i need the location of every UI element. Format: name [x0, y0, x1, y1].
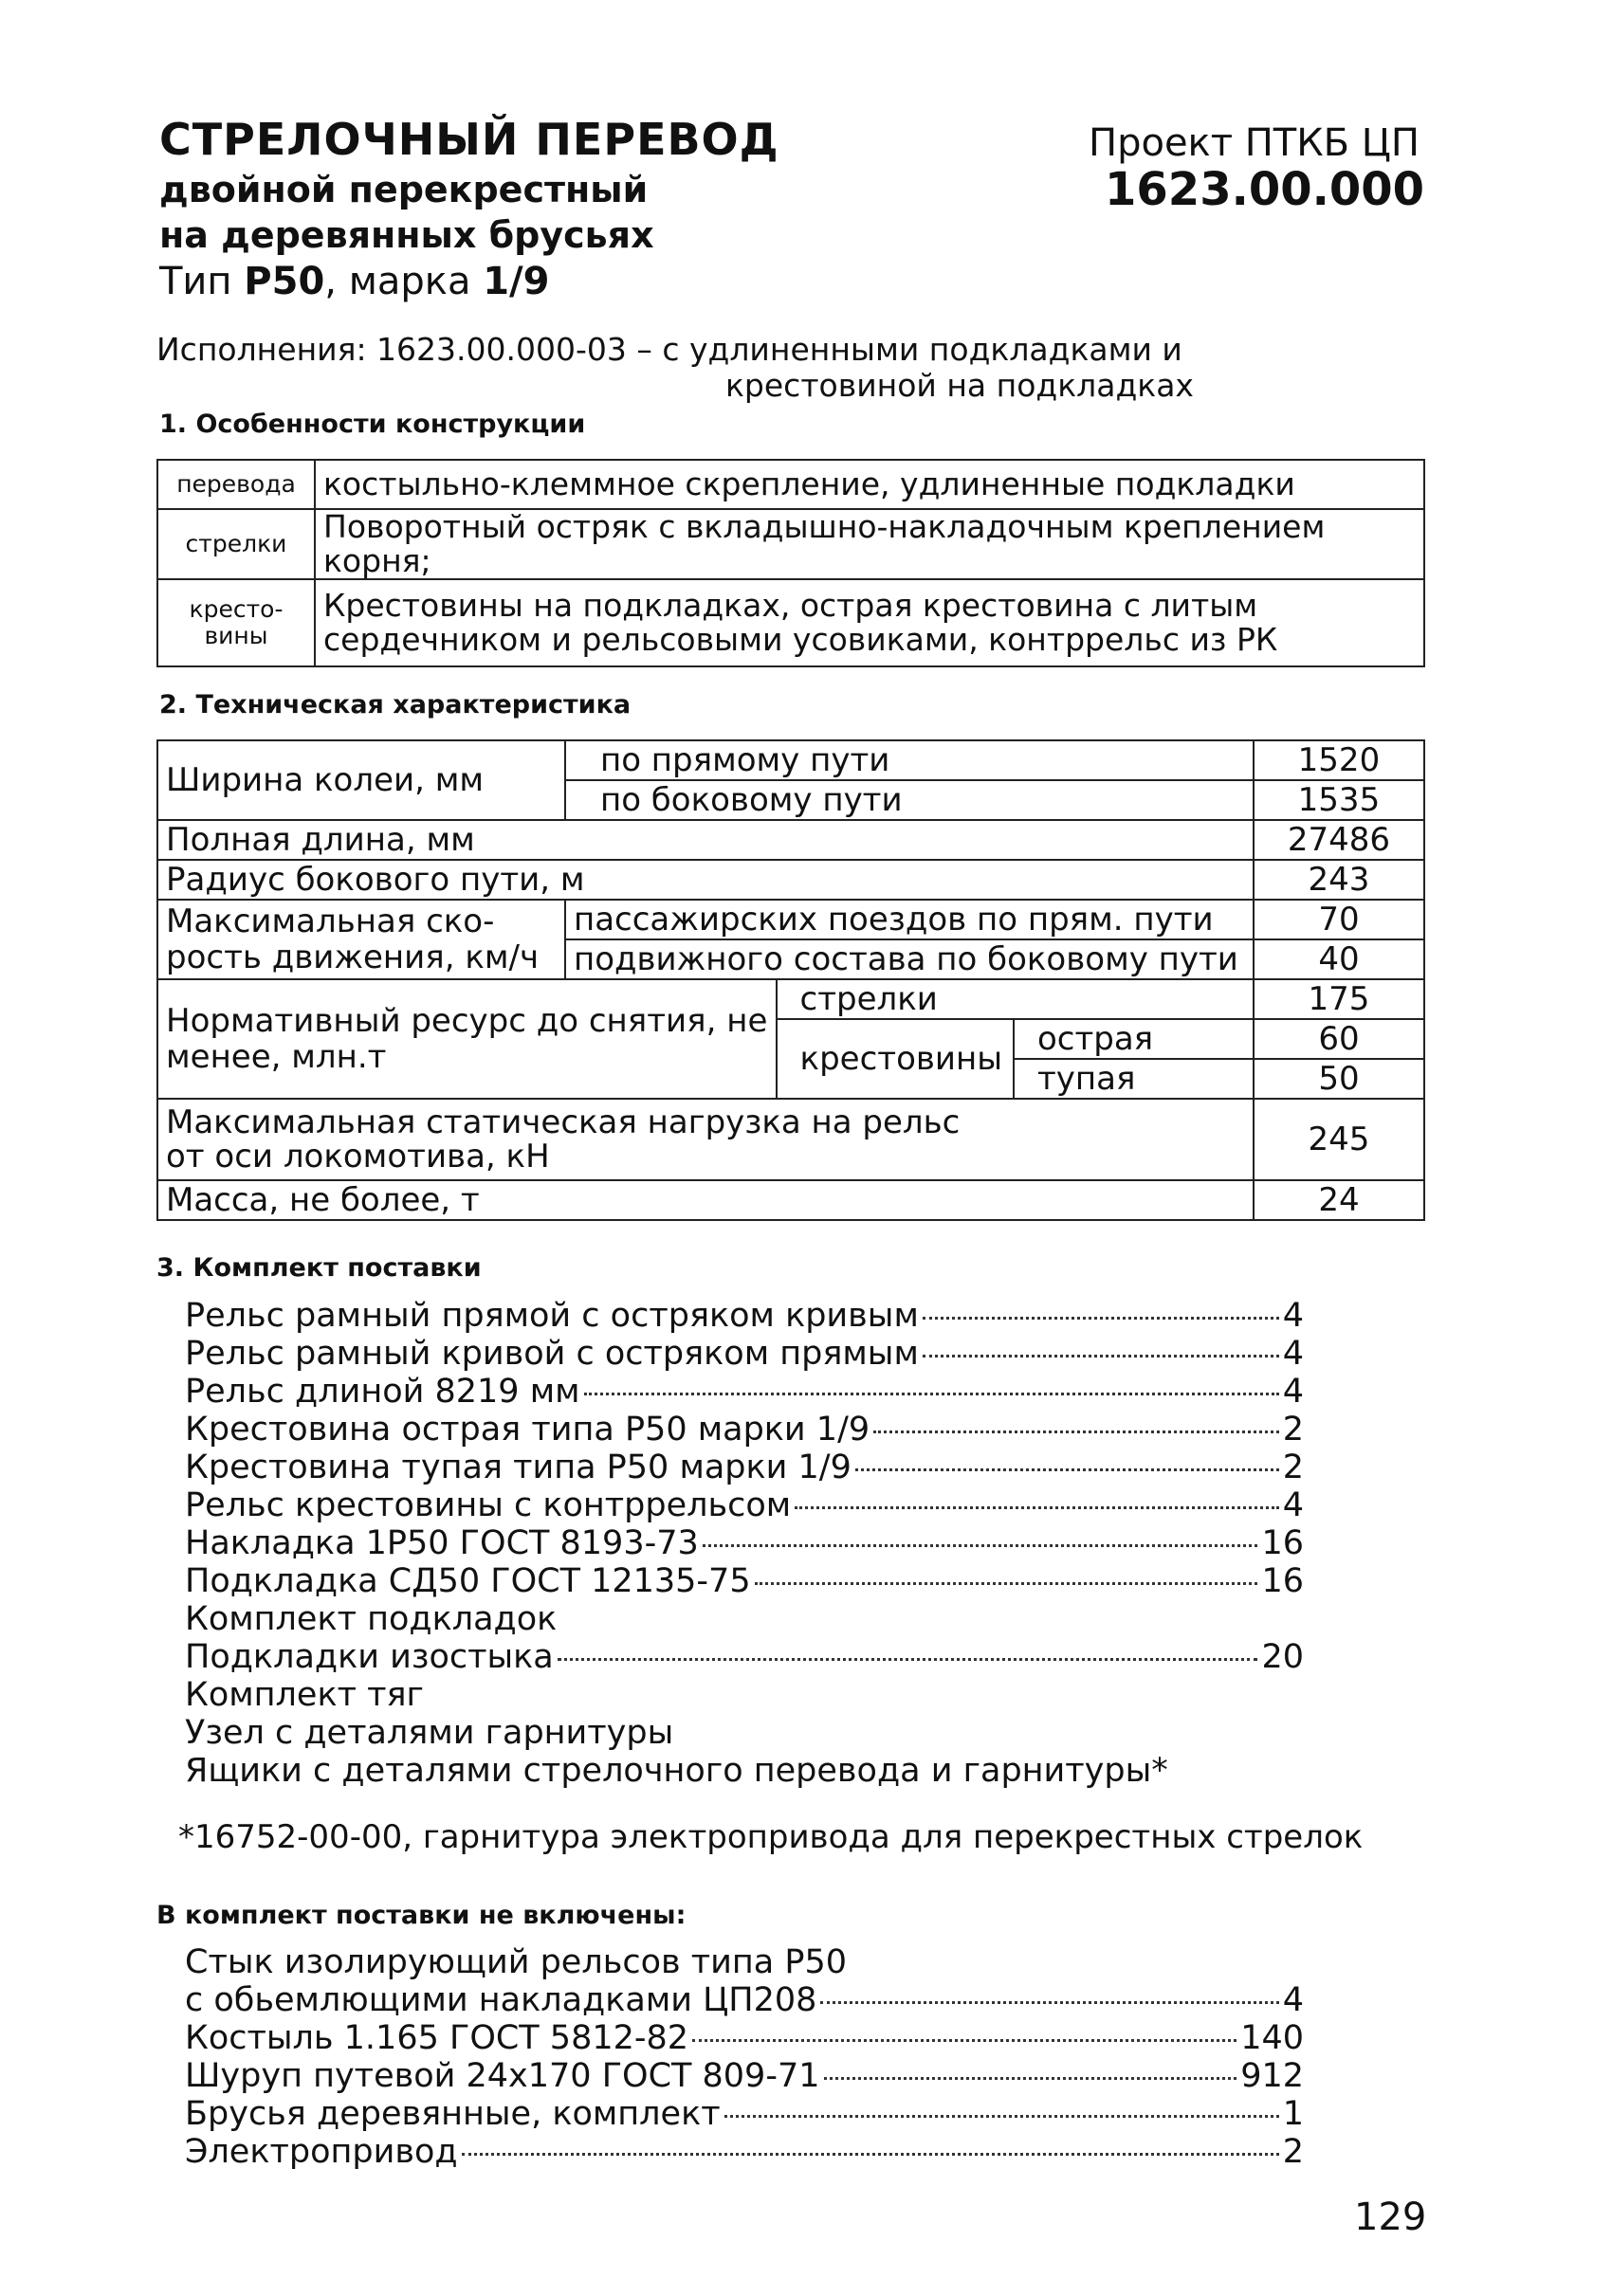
- table-row: [157, 509, 1424, 579]
- gauge-straight-label: по прямому пути: [565, 740, 1254, 780]
- mass-label: Масса, не более, т: [157, 1180, 1254, 1220]
- list-item: [185, 1638, 1304, 1676]
- table-row: [157, 579, 1424, 666]
- list-item: [185, 1676, 1304, 1714]
- list-item: [185, 1297, 1304, 1335]
- page-number: 129: [1354, 2196, 1427, 2239]
- delivery-list: [185, 1297, 1304, 1790]
- item-name: Крестовина острая типа Р50 марки 1/9: [185, 1411, 870, 1449]
- speed-passenger-value: 70: [1254, 900, 1424, 939]
- item-name: Рельс рамный прямой с остряком кривым: [185, 1297, 919, 1335]
- dot-leader: [462, 2153, 1279, 2156]
- list-item: [185, 1335, 1304, 1373]
- item-name: Рельс крестовины с контррельсом: [185, 1486, 792, 1524]
- dot-leader: [820, 2001, 1278, 2004]
- dot-leader: [558, 1658, 1258, 1661]
- type-and-mark: [159, 260, 549, 303]
- load-label: [157, 1099, 1254, 1180]
- item-quantity: 2: [1282, 2133, 1304, 2171]
- item-name: с обьемлющими накладками ЦП208: [185, 1981, 817, 2019]
- list-item: [185, 1943, 1304, 1981]
- item-name: Подкладки изостыка: [185, 1638, 554, 1676]
- item-quantity: 4: [1282, 1981, 1304, 2019]
- feature-value: Поворотный остряк с вкладышно-накладочным креплением корня;: [315, 509, 1424, 579]
- table-row: [157, 860, 1424, 900]
- item-name: Комплект тяг: [185, 1676, 424, 1714]
- gauge-side-value: 1535: [1254, 780, 1424, 820]
- item-name: Электропривод: [185, 2133, 458, 2171]
- item-name: Рельс рамный кривой с остряком прямым: [185, 1335, 919, 1373]
- speed-passenger-label: пассажирских поездов по прям. пути: [565, 900, 1254, 939]
- item-name: Ящики с деталями стрелочного перевода и гарнитуры*: [185, 1752, 1168, 1790]
- item-name: Шуруп путевой 24х170 ГОСТ 809-71: [185, 2057, 820, 2095]
- dot-leader: [755, 1582, 1258, 1585]
- type-prefix: Тип: [159, 260, 245, 303]
- section1-title: 1. Особенности конструкции: [159, 410, 586, 439]
- resource-obtuse-value: 50: [1254, 1059, 1424, 1099]
- dot-leader: [873, 1430, 1279, 1433]
- list-item: [185, 1373, 1304, 1411]
- mass-value: 24: [1254, 1180, 1424, 1220]
- footnote: *16752-00-00, гарнитура электропривода для перекрестных стрелок: [178, 1818, 1364, 1856]
- speed-side-label: подвижного состава по боковому пути: [565, 939, 1254, 979]
- feature-key: перевода: [157, 460, 315, 509]
- length-label: Полная длина, мм: [157, 820, 1254, 860]
- item-quantity: 912: [1240, 2057, 1304, 2095]
- gauge-side-label: по боковому пути: [565, 780, 1254, 820]
- executions: [156, 332, 1194, 404]
- item-name: Комплект подкладок: [185, 1600, 558, 1638]
- item-quantity: 2: [1282, 1449, 1304, 1486]
- radius-label: Радиус бокового пути, м: [157, 860, 1254, 900]
- table-row: [157, 979, 1424, 1019]
- item-quantity: 1: [1282, 2095, 1304, 2133]
- document-subtitle-line2: на деревянных брусьях: [159, 214, 654, 256]
- item-quantity: 4: [1282, 1335, 1304, 1373]
- speed-label: Максимальная ско-рость движения, км/ч: [157, 900, 565, 979]
- table-row: [157, 460, 1424, 509]
- section3-title: 3. Комплект поставки: [156, 1253, 482, 1283]
- type-mid: , марка: [324, 260, 484, 303]
- item-quantity: 16: [1261, 1562, 1304, 1600]
- list-item: [185, 1752, 1304, 1790]
- construction-features-table: [156, 459, 1425, 667]
- dot-leader: [855, 1468, 1279, 1471]
- table-row: [157, 900, 1424, 939]
- list-item: [185, 1981, 1304, 2019]
- table-row: [157, 1099, 1424, 1180]
- project-number: 1623.00.000: [1105, 163, 1425, 216]
- feature-key: стрелки: [157, 509, 315, 579]
- item-quantity: 140: [1240, 2019, 1304, 2057]
- dot-leader: [923, 1355, 1279, 1358]
- item-name: Брусья деревянные, комплект: [185, 2095, 721, 2133]
- gauge-label: Ширина колеи, мм: [157, 740, 565, 820]
- dot-leader: [923, 1317, 1279, 1320]
- load-label-text: Максимальная статическая нагрузка на рельс от оси локомотива, кН: [166, 1103, 961, 1175]
- list-item: [185, 2133, 1304, 2171]
- list-item: [185, 1524, 1304, 1562]
- speed-side-value: 40: [1254, 939, 1424, 979]
- feature-value: Крестовины на подкладках, острая крестовина с литым сердечником и рельсовыми усовиками, контррельс из РК: [315, 579, 1424, 666]
- feature-value: костыльно-клеммное скрепление, удлиненные подкладки: [315, 460, 1424, 509]
- item-name: Рельс длиной 8219 мм: [185, 1373, 580, 1411]
- feature-key: кресто-вины: [157, 579, 315, 666]
- resource-sharp-label: острая: [1014, 1019, 1254, 1059]
- load-value: 245: [1254, 1099, 1424, 1180]
- type-mark: 1/9: [483, 260, 550, 303]
- executions-line2: крестовиной на подкладках: [725, 367, 1194, 404]
- item-quantity: 4: [1282, 1297, 1304, 1335]
- table-row: [157, 740, 1424, 780]
- table-row: [157, 820, 1424, 860]
- item-quantity: 4: [1282, 1486, 1304, 1524]
- technical-characteristics-table: [156, 739, 1425, 1221]
- document-title: СТРЕЛОЧНЫЙ ПЕРЕВОД: [159, 114, 779, 165]
- table-row: [157, 1180, 1424, 1220]
- dot-leader: [795, 1506, 1279, 1509]
- resource-sharp-value: 60: [1254, 1019, 1424, 1059]
- resource-label: Нормативный ресурс до снятия, не менее, млн.т: [157, 979, 777, 1099]
- list-item: [185, 1449, 1304, 1486]
- resource-switch-label: стрелки: [777, 979, 1254, 1019]
- not-included-list: [185, 1943, 1304, 2171]
- item-quantity: 4: [1282, 1373, 1304, 1411]
- resource-frog-label: крестовины: [777, 1019, 1014, 1099]
- item-quantity: 16: [1261, 1524, 1304, 1562]
- section4-title: В комплект поставки не включены:: [156, 1901, 687, 1930]
- gauge-straight-value: 1520: [1254, 740, 1424, 780]
- list-item: [185, 1714, 1304, 1752]
- item-name: Подкладка СД50 ГОСТ 12135-75: [185, 1562, 751, 1600]
- list-item: [185, 2095, 1304, 2133]
- list-item: [185, 2057, 1304, 2095]
- dot-leader: [584, 1393, 1279, 1395]
- item-quantity: 20: [1261, 1638, 1304, 1676]
- item-name: Костыль 1.165 ГОСТ 5812-82: [185, 2019, 689, 2057]
- list-item: [185, 1600, 1304, 1638]
- list-item: [185, 1411, 1304, 1449]
- resource-obtuse-label: тупая: [1014, 1059, 1254, 1099]
- dot-leader: [692, 2039, 1236, 2042]
- item-quantity: 2: [1282, 1411, 1304, 1449]
- list-item: [185, 1486, 1304, 1524]
- item-name: Стык изолирующий рельсов типа Р50: [185, 1943, 847, 1981]
- executions-line1: Исполнения: 1623.00.000-03 – с удлиненными подкладками и: [156, 331, 1182, 368]
- length-value: 27486: [1254, 820, 1424, 860]
- resource-switch-value: 175: [1254, 979, 1424, 1019]
- section2-title: 2. Техническая характеристика: [159, 690, 632, 720]
- dot-leader: [724, 2115, 1279, 2118]
- dot-leader: [824, 2077, 1237, 2080]
- item-name: Накладка 1Р50 ГОСТ 8193-73: [185, 1524, 699, 1562]
- type-value: Р50: [244, 260, 325, 303]
- list-item: [185, 2019, 1304, 2057]
- radius-value: 243: [1254, 860, 1424, 900]
- project-label: Проект ПТКБ ЦП: [1089, 121, 1420, 165]
- dot-leader: [703, 1544, 1258, 1547]
- list-item: [185, 1562, 1304, 1600]
- item-name: Крестовина тупая типа Р50 марки 1/9: [185, 1449, 852, 1486]
- document-subtitle-line1: двойной перекрестный: [159, 169, 649, 210]
- item-name: Узел с деталями гарнитуры: [185, 1714, 674, 1752]
